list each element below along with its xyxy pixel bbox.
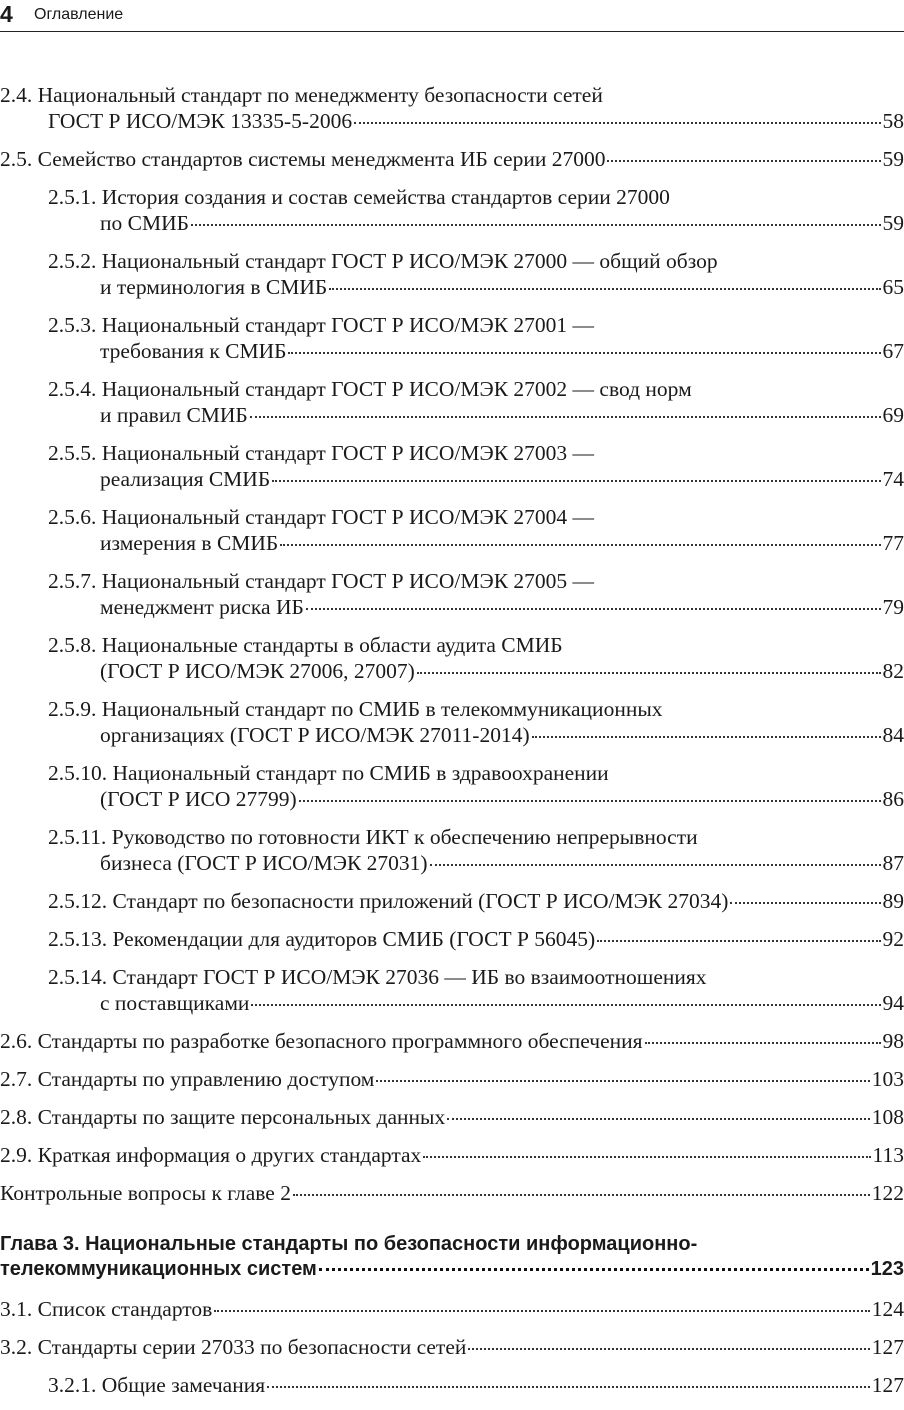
toc-entry-title-line: 2.5.10. Национальный стандарт по СМИБ в здравоохранении	[48, 760, 904, 786]
toc-entry[interactable]	[0, 82, 904, 134]
dot-leader	[376, 1080, 869, 1082]
toc-entry[interactable]	[0, 568, 904, 620]
toc-entry-leader-line	[48, 338, 904, 364]
toc-entry[interactable]	[0, 1104, 904, 1130]
toc-entry-title-line: 3.2. Стандарты серии 27033 по безопасности сетей	[0, 1334, 466, 1360]
toc-entry-leader-line	[48, 888, 904, 914]
toc-entry-leader-line	[0, 1334, 904, 1360]
toc-entry-leader-line	[0, 1257, 904, 1282]
toc-entry-title-line: 2.5.5. Национальный стандарт ГОСТ Р ИСО/МЭК 27003 —	[48, 440, 904, 466]
toc-page-number: 103	[872, 1066, 904, 1092]
toc-entry-title-line: 2.5.4. Национальный стандарт ГОСТ Р ИСО/МЭК 27002 — свод норм	[48, 376, 904, 402]
dot-leader	[597, 940, 880, 942]
dot-leader	[447, 1118, 870, 1120]
toc-entry-title-line: телекоммуникационных систем	[0, 1257, 317, 1282]
toc-page-number: 67	[883, 338, 904, 364]
dot-leader	[293, 1194, 870, 1196]
toc-entry-leader-line	[48, 466, 904, 492]
toc-entry-title-line: менеджмент риска ИБ	[100, 594, 304, 620]
dot-leader	[423, 1156, 870, 1158]
table-of-contents	[0, 82, 904, 1410]
page-number: 4	[0, 2, 13, 26]
toc-page-number: 127	[872, 1334, 904, 1360]
toc-entry-leader-line	[48, 658, 904, 684]
dot-leader	[191, 224, 881, 226]
dot-leader	[532, 736, 881, 738]
dot-leader	[607, 160, 880, 162]
toc-entry[interactable]	[0, 312, 904, 364]
toc-entry-leader-line	[48, 926, 904, 952]
toc-entry-title-line: с поставщиками	[100, 990, 249, 1016]
toc-entry[interactable]	[0, 376, 904, 428]
toc-entry-title-line: (ГОСТ Р ИСО 27799)	[100, 786, 297, 812]
toc-entry-title-line: 2.7. Стандарты по управлению доступом	[0, 1066, 374, 1092]
toc-entry-title-line: 2.5.13. Рекомендации для аудиторов СМИБ (ГОСТ Р 56045)	[48, 926, 595, 952]
toc-entry[interactable]	[0, 1180, 904, 1206]
toc-entry-title-line: 2.9. Краткая информация о других стандартах	[0, 1142, 421, 1168]
toc-entry-leader-line	[0, 1180, 904, 1206]
toc-entry-title-line: Контрольные вопросы к главе 2	[0, 1180, 291, 1206]
page-header	[0, 0, 904, 33]
toc-page-number: 82	[883, 658, 904, 684]
toc-page-number: 65	[883, 274, 904, 300]
toc-page-number: 89	[883, 888, 904, 914]
dot-leader	[272, 480, 880, 482]
toc-entry-leader-line	[48, 990, 904, 1016]
toc-entry-title-line: 2.5.2. Национальный стандарт ГОСТ Р ИСО/МЭК 27000 — общий обзор	[48, 248, 904, 274]
toc-entry-title-line: Глава 3. Национальные стандарты по безопасности информационно-	[0, 1232, 904, 1257]
dot-leader	[250, 416, 881, 418]
toc-page-number: 94	[883, 990, 904, 1016]
toc-entry-title-line: 2.5.12. Стандарт по безопасности приложений (ГОСТ Р ИСО/МЭК 27034)	[48, 888, 728, 914]
dot-leader	[645, 1042, 881, 1044]
toc-entry-title-line: и правил СМИБ	[100, 402, 248, 428]
toc-entry-leader-line	[48, 530, 904, 556]
toc-entry[interactable]	[0, 1066, 904, 1092]
toc-entry-title-line: бизнеса (ГОСТ Р ИСО/МЭК 27031)	[100, 850, 428, 876]
toc-page-number: 59	[883, 210, 904, 236]
toc-entry-leader-line	[0, 1296, 904, 1322]
toc-entry[interactable]	[0, 1142, 904, 1168]
toc-entry-leader-line	[48, 210, 904, 236]
toc-page-number: 69	[883, 402, 904, 428]
toc-entry-title-line: 2.5.3. Национальный стандарт ГОСТ Р ИСО/МЭК 27001 —	[48, 312, 904, 338]
toc-entry-leader-line	[0, 108, 904, 134]
toc-entry-title-line: 2.5.14. Стандарт ГОСТ Р ИСО/МЭК 27036 — ИБ во взаимоотношениях	[48, 964, 904, 990]
header-rule	[0, 31, 904, 32]
toc-entry-title-line: 2.5.9. Национальный стандарт по СМИБ в телекоммуникационных	[48, 696, 904, 722]
toc-entry[interactable]	[0, 146, 904, 172]
toc-entry[interactable]	[0, 760, 904, 812]
toc-entry-leader-line	[0, 1066, 904, 1092]
running-title: Оглавление	[34, 6, 123, 24]
toc-entry-title-line: 2.5.8. Национальные стандарты в области аудита СМИБ	[48, 632, 904, 658]
toc-page-number: 123	[871, 1257, 904, 1282]
toc-entry[interactable]	[0, 1334, 904, 1360]
toc-page-number: 127	[872, 1372, 904, 1398]
toc-page-number: 79	[883, 594, 904, 620]
toc-page-number: 84	[883, 722, 904, 748]
toc-entry[interactable]	[0, 964, 904, 1016]
toc-entry-leader-line	[0, 1104, 904, 1130]
dot-leader	[299, 800, 881, 802]
toc-page-number: 108	[872, 1104, 904, 1130]
toc-page-number: 124	[872, 1296, 904, 1322]
toc-entry-title-line: (ГОСТ Р ИСО/МЭК 27006, 27007)	[100, 658, 415, 684]
dot-leader	[306, 608, 881, 610]
toc-entry[interactable]	[0, 1372, 904, 1398]
toc-entry-leader-line	[48, 402, 904, 428]
toc-entry-leader-line	[48, 594, 904, 620]
toc-entry-title-line: 2.6. Стандарты по разработке безопасного программного обеспечения	[0, 1028, 643, 1054]
toc-entry-title-line: ГОСТ Р ИСО/МЭК 13335-5-2006	[48, 108, 352, 134]
toc-entry[interactable]	[0, 504, 904, 556]
toc-entry-title-line: реализация СМИБ	[100, 466, 270, 492]
toc-entry-title-line: организациях (ГОСТ Р ИСО/МЭК 27011-2014)	[100, 722, 530, 748]
toc-entry[interactable]	[0, 926, 904, 952]
toc-entry-title-line: и терминология в СМИБ	[100, 274, 327, 300]
toc-entry-leader-line	[48, 722, 904, 748]
toc-entry-leader-line	[48, 850, 904, 876]
toc-entry-title-line: 2.8. Стандарты по защите персональных данных	[0, 1104, 445, 1130]
dot-leader	[288, 352, 880, 354]
toc-entry-leader-line	[0, 146, 904, 172]
dot-leader	[280, 544, 880, 546]
dot-leader	[354, 122, 880, 124]
toc-entry-title-line: измерения в СМИБ	[100, 530, 278, 556]
toc-entry-leader-line	[48, 274, 904, 300]
dot-leader	[251, 1004, 880, 1006]
toc-page-number: 59	[883, 146, 904, 172]
toc-entry-title-line: 2.5.1. История создания и состав семейства стандартов серии 27000	[48, 184, 904, 210]
toc-page-number: 98	[883, 1028, 904, 1054]
dot-leader	[417, 672, 881, 674]
toc-entry[interactable]	[0, 696, 904, 748]
dot-leader	[329, 288, 880, 290]
toc-entry[interactable]	[0, 888, 904, 914]
toc-entry-leader-line	[48, 1372, 904, 1398]
toc-entry-title-line: по СМИБ	[100, 210, 189, 236]
toc-entry[interactable]	[0, 824, 904, 876]
toc-entry-title-line: 3.2.1. Общие замечания	[48, 1372, 265, 1398]
dot-leader	[214, 1310, 869, 1312]
toc-page-number: 86	[883, 786, 904, 812]
toc-page-number: 74	[883, 466, 904, 492]
toc-entry-leader-line	[0, 1028, 904, 1054]
toc-entry-title-line: 2.4. Национальный стандарт по менеджменту безопасности сетей	[0, 82, 904, 108]
toc-entry-title-line: 2.5.6. Национальный стандарт ГОСТ Р ИСО/МЭК 27004 —	[48, 504, 904, 530]
dot-leader	[267, 1386, 870, 1388]
toc-entry-title-line: 2.5.7. Национальный стандарт ГОСТ Р ИСО/МЭК 27005 —	[48, 568, 904, 594]
dot-leader	[468, 1348, 869, 1350]
toc-entry-leader-line	[0, 1142, 904, 1168]
toc-entry-title-line: требования к СМИБ	[100, 338, 286, 364]
toc-entry[interactable]	[0, 632, 904, 684]
toc-entry-title-line: 2.5. Семейство стандартов системы менеджмента ИБ серии 27000	[0, 146, 605, 172]
toc-page-number: 58	[883, 108, 904, 134]
toc-chapter-entry[interactable]	[0, 1232, 904, 1282]
toc-entry[interactable]	[0, 184, 904, 236]
toc-entry-title-line: 3.1. Список стандартов	[0, 1296, 212, 1322]
toc-entry-title-line: 2.5.11. Руководство по готовности ИКТ к обеспечению непрерывности	[48, 824, 904, 850]
dot-leader	[319, 1268, 869, 1271]
toc-entry-leader-line	[48, 786, 904, 812]
toc-page-number: 92	[883, 926, 904, 952]
dot-leader	[430, 864, 881, 866]
dot-leader	[730, 902, 880, 904]
toc-page-number: 77	[883, 530, 904, 556]
toc-entry[interactable]	[0, 440, 904, 492]
toc-page-number: 122	[872, 1180, 904, 1206]
toc-page-number: 87	[883, 850, 904, 876]
toc-entry[interactable]	[0, 1296, 904, 1322]
toc-page-number: 113	[873, 1142, 904, 1168]
toc-entry[interactable]	[0, 248, 904, 300]
toc-entry[interactable]	[0, 1028, 904, 1054]
